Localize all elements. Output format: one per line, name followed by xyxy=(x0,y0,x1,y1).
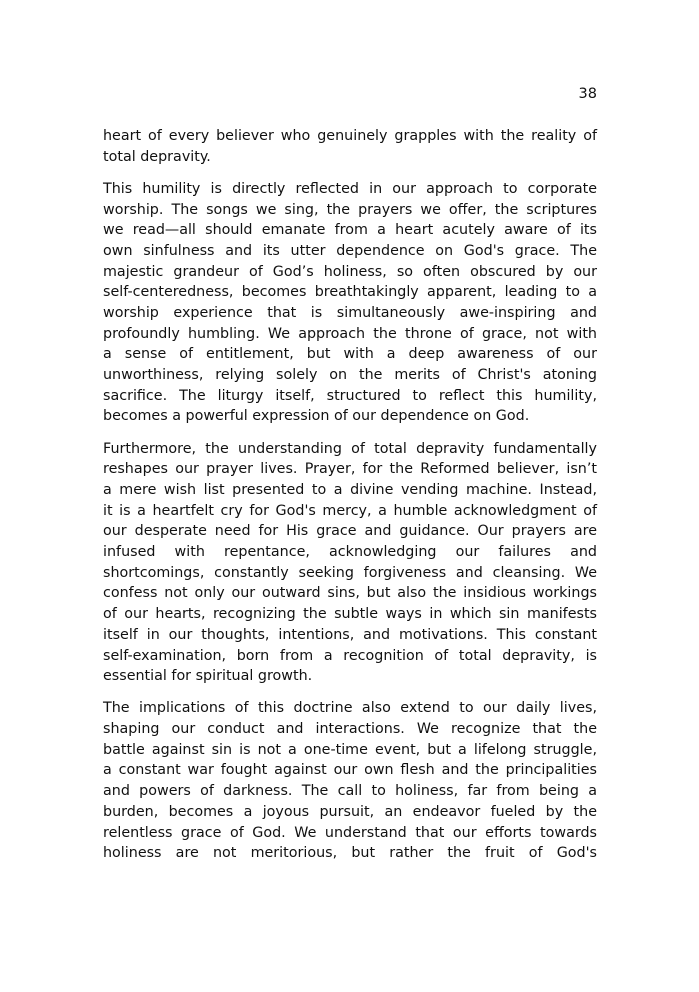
text-line: essential for spiritual growth. xyxy=(103,668,313,685)
text-line: our desperate need for His grace and guidance. Our prayers are xyxy=(103,523,597,540)
text-line: a mere wish list presented to a divine vending machine. Instead, xyxy=(103,482,597,498)
text-line: a constant war fought against our own flesh and the principalities xyxy=(103,762,597,779)
paragraph xyxy=(103,126,597,167)
paragraph xyxy=(103,439,597,687)
text-line: total depravity. xyxy=(103,148,211,165)
text-line: worship. The songs we sing, the prayers we offer, the scriptures xyxy=(103,201,597,218)
text-line: The implications of this doctrine also extend to our daily lives, xyxy=(103,700,597,717)
text-line: own sinfulness and its utter dependence on God's grace. The xyxy=(103,242,597,259)
text-line: shortcomings, constantly seeking forgiveness and cleansing. We xyxy=(103,564,597,581)
text-line: unworthiness, relying solely on the merits of Christ's atoning xyxy=(103,367,597,384)
text-line: profoundly humbling. We approach the throne of grace, not with xyxy=(103,325,597,342)
text-line: confess not only our outward sins, but also the insidious workings xyxy=(103,585,597,602)
text-line: worship experience that is simultaneously awe-inspiring and xyxy=(103,305,597,321)
paragraph xyxy=(103,179,597,427)
text-line: itself in our thoughts, intentions, and motivations. This constant xyxy=(103,626,597,643)
text-line: This humility is directly reflected in our approach to corporate xyxy=(103,180,597,197)
text-line: of our hearts, recognizing the subtle ways in which sin manifests xyxy=(103,606,597,623)
text-line: burden, becomes a joyous pursuit, an endeavor fueled by the xyxy=(103,803,597,820)
text-line: becomes a powerful expression of our dependence on God. xyxy=(103,408,530,425)
text-line: we read—all should emanate from a heart acutely aware of its xyxy=(103,222,597,239)
text-line: a sense of entitlement, but with a deep awareness of our xyxy=(103,346,597,363)
text-line: it is a heartfelt cry for God's mercy, a humble acknowledgment of xyxy=(103,502,597,519)
text-line: holiness are not meritorious, but rather the fruit of God's xyxy=(103,845,597,862)
text-line: reshapes our prayer lives. Prayer, for the Reformed believer, isn’t xyxy=(103,461,597,478)
text-line: majestic grandeur of God’s holiness, so often obscured by our xyxy=(103,263,597,280)
paragraph xyxy=(103,698,597,864)
text-line: sacrifice. The liturgy itself, structured to reflect this humility, xyxy=(103,387,597,404)
text-line: and powers of darkness. The call to holiness, far from being a xyxy=(103,783,597,800)
text-line: heart of every believer who genuinely grapples with the reality of xyxy=(103,128,597,144)
text-line: shaping our conduct and interactions. We recognize that the xyxy=(103,721,597,738)
page-body xyxy=(103,126,597,875)
text-line: Furthermore, the understanding of total depravity fundamentally xyxy=(103,440,597,457)
text-line: self-examination, born from a recognition of total depravity, is xyxy=(103,647,597,664)
text-line: relentless grace of God. We understand that our efforts towards xyxy=(103,824,597,841)
text-line: self-centeredness, becomes breathtakingly apparent, leading to a xyxy=(103,284,597,301)
page-number: 38 xyxy=(578,86,597,102)
text-line: infused with repentance, acknowledging our failures and xyxy=(103,544,597,561)
text-line: battle against sin is not a one-time event, but a lifelong struggle, xyxy=(103,741,597,758)
